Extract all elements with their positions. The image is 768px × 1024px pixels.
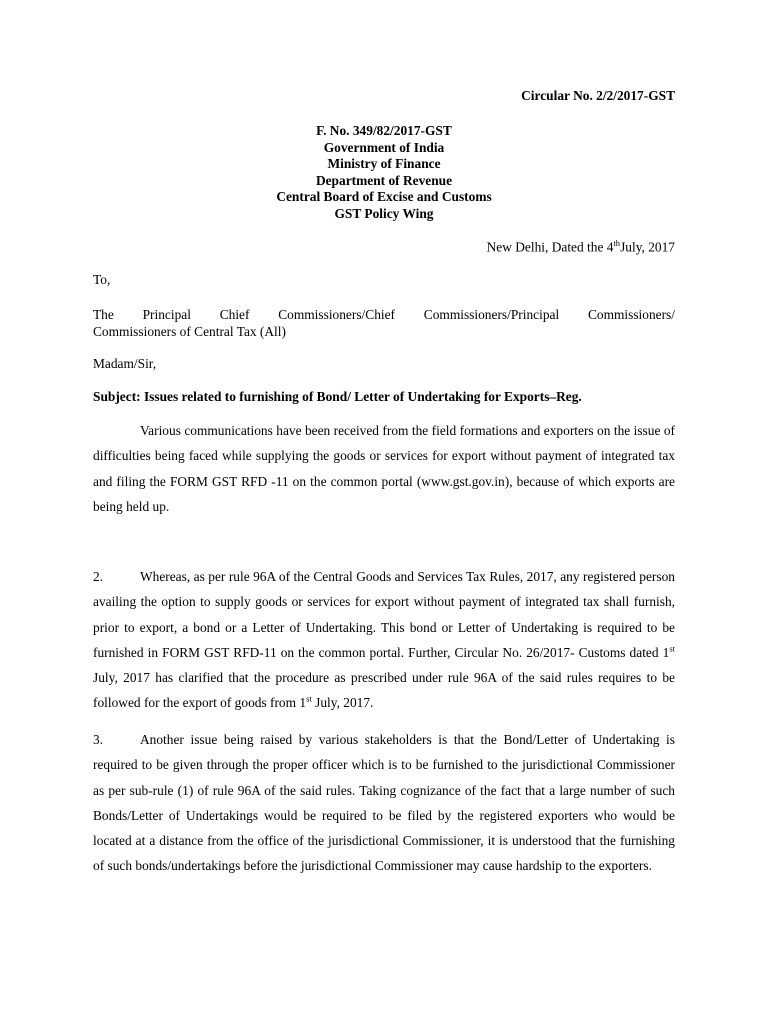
salutation: Madam/Sir, <box>93 356 157 371</box>
ministry-name: Ministry of Finance <box>327 156 441 171</box>
paragraph-3-number: 3. <box>93 732 104 747</box>
paragraph-2-sup-a: st <box>669 643 675 654</box>
to-label: To, <box>93 272 111 287</box>
addressee-line-2: Commissioners of Central Tax (All) <box>93 324 286 339</box>
paragraph-3-text: Another issue being raised by various stakeholders is that the Bond/Letter of Undertaking is required to be given through the proper officer which is to be furnished to the jurisdictional Commissioner as per sub-rule (1) of rule 96A of the said rules. Taking cognizance of the fact that a large number of such Bonds/Letter of Undertakings would be required to be filed by the registered exporters who would be located at a distance from the office of the jurisdictional Commissioner, it is understood that the furnishing of such bonds/undertakings before the jurisdictional Commissioner may cause hardship to the exporters. <box>93 732 675 874</box>
paragraph-2-text-c: July, 2017. <box>311 695 374 711</box>
date-suffix: July, 2017 <box>620 239 675 255</box>
board-name: Central Board of Excise and Customs <box>276 189 492 204</box>
addressee-line-1: The Principal Chief Commissioners/Chief Commissioners/Principal Commissioners/ <box>93 307 675 322</box>
paragraph-2-sup-b: st <box>306 694 312 705</box>
circular-number: Circular No. 2/2/2017-GST <box>521 88 675 103</box>
department-name: Department of Revenue <box>315 172 453 188</box>
paragraph-2 <box>93 564 675 716</box>
paragraph-3 <box>93 727 675 879</box>
paragraph-1: Various communications have been received from the field formations and exporters on the issue of difficulties being faced while supplying the goods or services for export without payment of integrated tax and filing the FORM GST RFD -11 on the common portal (www.gst.gov.in), because of which exports are being held up. <box>93 423 675 514</box>
file-number: F. No. 349/82/2017-GST <box>316 123 452 138</box>
addressee <box>93 306 675 340</box>
government-name: Government of India <box>323 139 445 155</box>
date-line <box>487 238 675 255</box>
date-superscript: th <box>613 238 621 248</box>
subject-line: Subject: Issues related to furnishing of Bond/ Letter of Undertaking for Exports–Reg. <box>93 389 582 404</box>
paragraph-2-text-a: Whereas, as per rule 96A of the Central Goods and Services Tax Rules, 2017, any registered person availing the option to supply goods or services for export without payment of integrated tax shall furnish, prior to export, a bond or a Letter of Undertaking. This bond or Letter of Undertaking is required to be furnished in FORM GST RFD-11 on the common portal. Further, Circular No. 26/2017- Customs dated 1 <box>93 569 675 660</box>
wing-name: GST Policy Wing <box>334 205 434 221</box>
date-prefix: New Delhi, Dated the 4 <box>486 239 614 255</box>
paragraph-2-number: 2. <box>93 569 104 584</box>
letterhead <box>0 123 768 222</box>
paragraph-2-text-b: July, 2017 has clarified that the procedure as prescribed under rule 96A of the said rules requires to be followed for the export of goods from 1 <box>93 670 675 711</box>
